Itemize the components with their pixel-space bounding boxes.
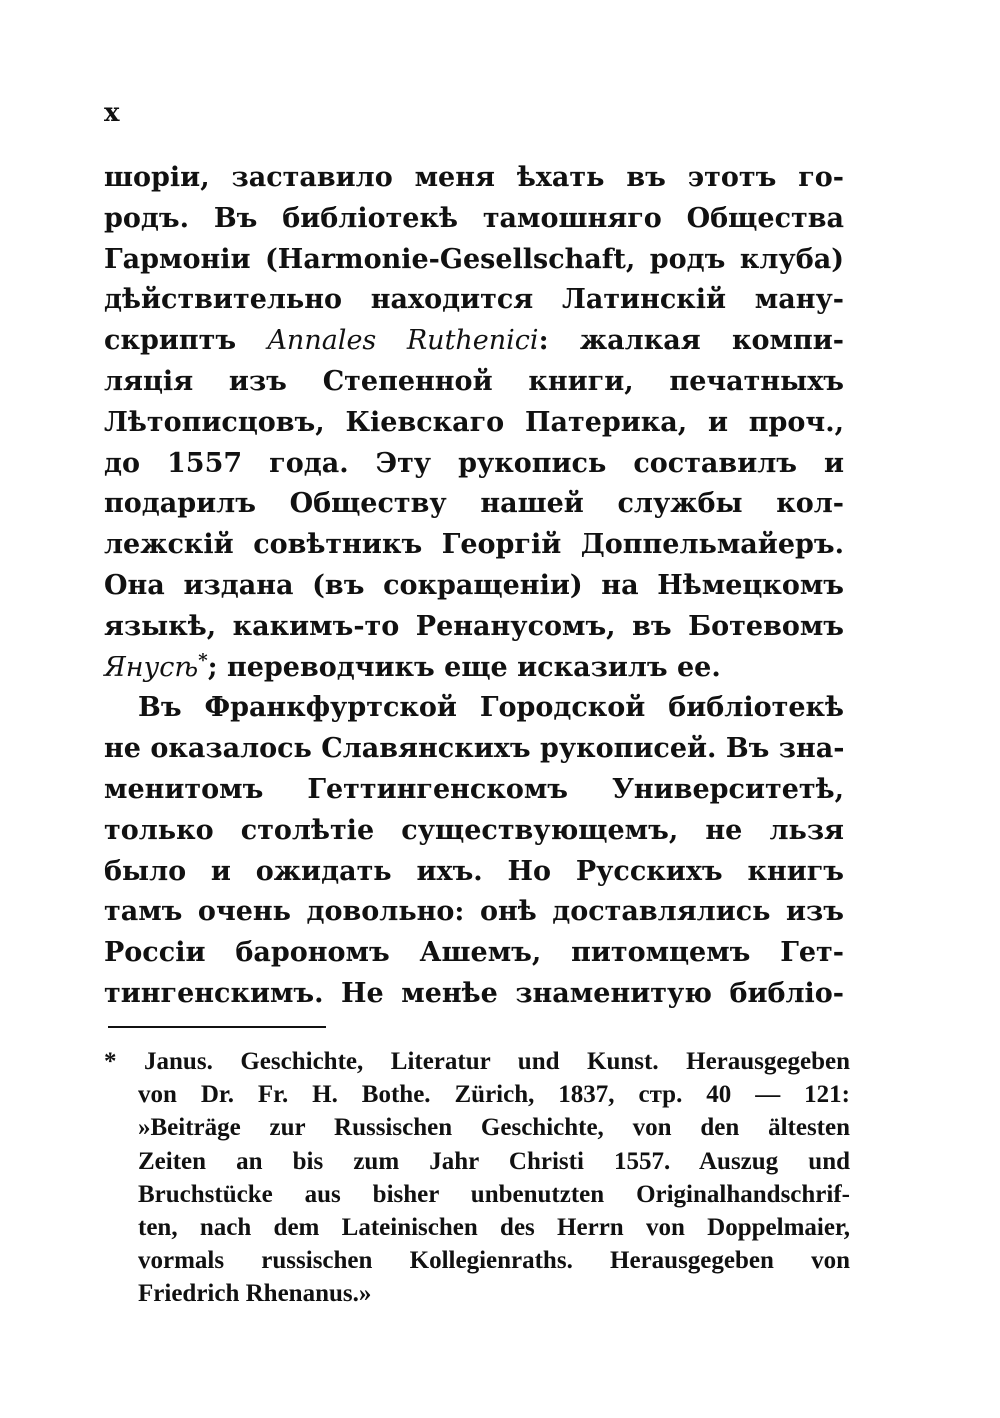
footnote-text: Janus. Geschichte, Literatur und Kunst. Herausgegeben [144,1048,850,1075]
manuscript-title: Annales Ruthenici [267,325,539,357]
text-line: не оказалось Славянскихъ рукописей. Въ зна- [104,733,845,765]
text-line: лежскiй совѣтникъ Георгiй Доппельмайеръ. [104,529,844,561]
footnote-line: von Dr. Fr. H. Bothe. Zürich, 1837, стр. 40 — 121: [138,1081,850,1109]
text-line: Она издана (въ сокращенiи) на Нѣмецкомъ [104,569,844,601]
footnote-line: »Beiträge zur Russischen Geschichte, von den ältesten [138,1114,850,1142]
text-fragment: ; переводчикъ еще исказилъ ее. [207,651,721,683]
text-line: Россiи барономъ Ашемъ, питомцемъ Гет- [104,937,844,969]
footnote-line: Friedrich Rhenanus.» [138,1280,372,1308]
text-line: Гармонiи (Harmonie-Gesellschaft, родъ клуба) [104,243,844,275]
footnote-line: Zeiten an bis zum Jahr Christi 1557. Auszug und [138,1147,850,1175]
text-line: тамъ очень довольно: онѣ доставлялись изъ [104,896,844,928]
text-line [104,648,844,689]
footnote [104,1045,850,1311]
footnote-reference[interactable]: * [198,649,208,671]
text-line: дѣйствительно находится Латинскiй ману- [104,284,844,316]
text-line: родъ. Въ библiотекѣ тамошняго Общества [104,202,844,234]
text-line: до 1557 года. Эту рукопись составилъ и [104,447,844,479]
journal-title: Янусѣ [104,651,199,683]
footnote-line: ten, nach dem Lateinischen des Herrn von Doppelmaier, [138,1214,850,1242]
text-line: Въ Франкфуртской Городской библiотекѣ [138,692,844,724]
text-line: подарилъ Обществу нашей службы кол- [104,488,844,520]
text-line: ляцiя изъ Степенной книги, печатныхъ [104,365,844,397]
text-line: Лѣтописцовъ, Кiевскаго Патерика, и проч., [104,406,844,438]
text-line: тингенскимъ. Не менѣе знаменитую библiо- [104,977,844,1009]
text-line: было и ожидать ихъ. Но Русскихъ книгъ [104,855,844,887]
footnote-marker: * [104,1048,117,1075]
footnote-line: vormals russischen Kollegienraths. Herausgegeben von [138,1247,850,1275]
footnote-line [104,1045,850,1078]
text-line: языкѣ, какимъ-то Ренанусомъ, въ Ботевомъ [104,610,844,642]
text-line: менитомъ Геттингенскомъ Университетѣ, [104,773,844,805]
text-line [104,321,844,362]
page-folio: x [104,98,120,128]
footnote-line: Bruchstücke aus bisher unbenutzten Originalhandschrif- [138,1180,850,1208]
text-fragment: скриптъ [104,325,268,357]
text-line: только столѣтiе существующемъ, не льзя [104,814,844,846]
text-line: шорiи, заставило меня ѣхать въ этотъ го- [104,162,844,193]
footnote-separator [108,1026,326,1028]
text-fragment: : жалкая компи- [538,325,844,357]
main-text [104,158,844,1015]
